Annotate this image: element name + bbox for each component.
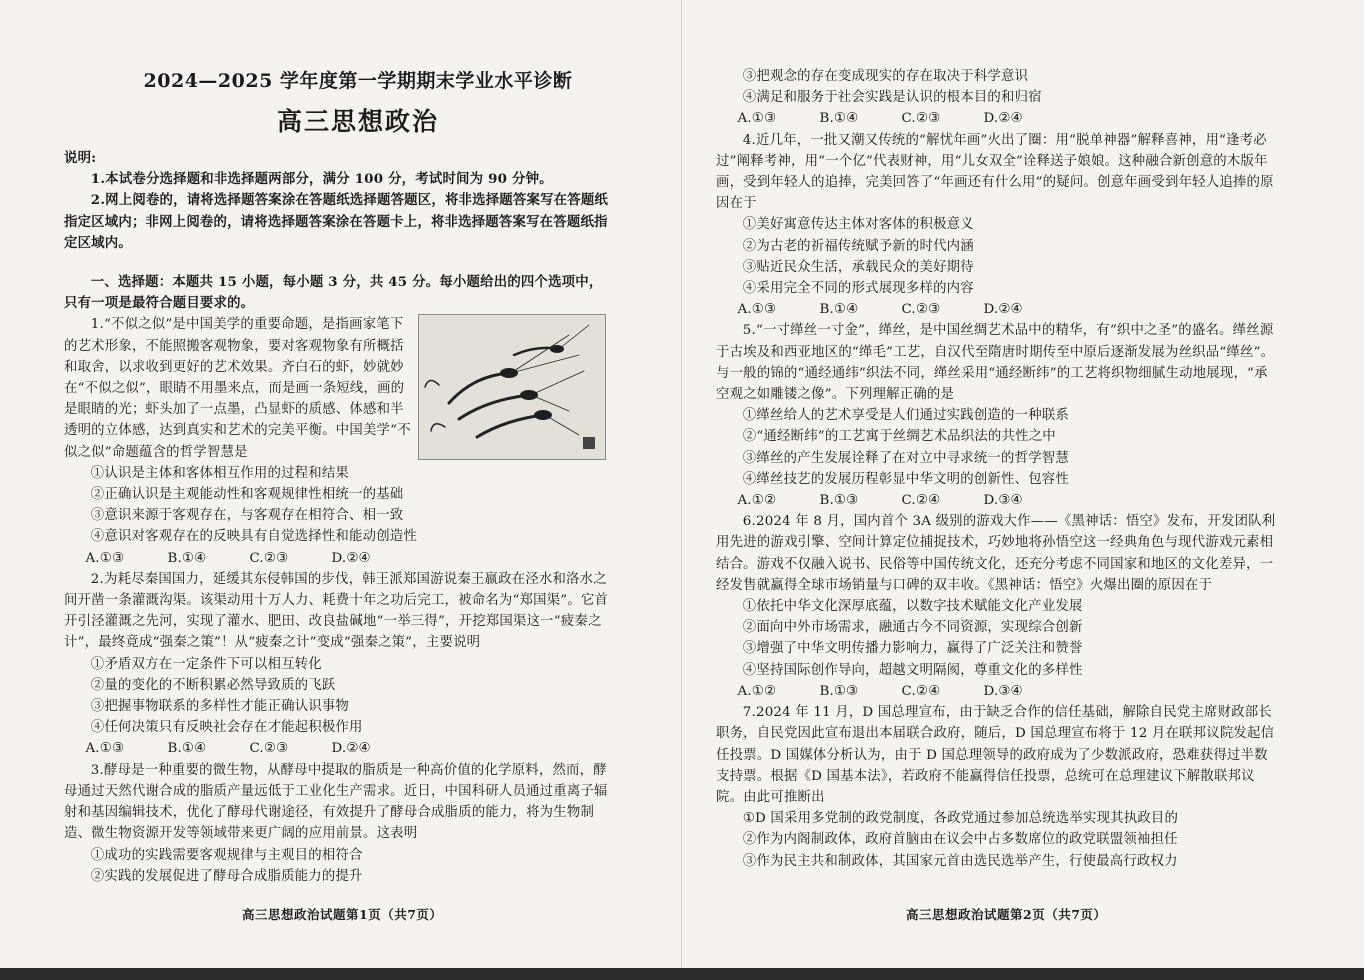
question-6-stem: 6.2024 年 8 月，国内首个 3A 级别的游戏大作——《黑神话：悟空》发布，开发团队利用先进的游戏引擎、空间计算定位捕捉技术，巧妙地将孙悟空这一经典角色与现代游戏元素相结合。游戏不仅融入说书、民俗等中国传统文化，还充分考虑不同国家和地区的文化差异，一经发售就赢得全球市场销量与口碑的双丰收。《黑神话：悟空》火爆出圈的原因在于 [716, 514, 1276, 593]
question-6-option-3: ③增强了中华文明传播力影响力，赢得了广泛关注和赞誉 [742, 641, 1083, 657]
scan-bottom-edge [0, 968, 1364, 980]
question-5-stem: 5.“一寸缂丝一寸金”，缂丝，是中国丝绸艺术品中的精华，有“织中之圣”的盛名。缂丝源于古埃及和西亚地区的“缂毛”工艺，自汉代至隋唐时期传至中原后逐渐发展为丝织品“缂丝”。与一般的锦的“通经通纬”织法不同，缂丝采用“通经断纬”的工艺将织物细腻生动地展现，“承空观之如雕镂之像”。下列理解正确的是 [716, 323, 1275, 403]
question-6 [716, 511, 1278, 702]
choice-d[interactable]: D.②④ [983, 302, 1023, 318]
choice-a[interactable]: A.①② [737, 493, 777, 509]
question-5-choices [716, 490, 1278, 511]
choice-c[interactable]: C.②④ [901, 683, 941, 699]
question-1-option-1: ①认识是主体和客体相互作用的过程和结果 [90, 465, 350, 481]
question-2-option-3: ③把握事物联系的多样性才能正确认识事物 [90, 699, 350, 715]
question-1-option-2: ②正确认识是主观能动性和客观规律性相统一的基础 [90, 487, 404, 503]
question-1-stem: 1.“不似之似”是中国美学的重要命题，是指画家笔下的艺术形象，不能照搬客观物象，要对客观物象有所概括和取舍，以求收到更好的艺术效果。齐白石的虾，妙就妙在“不似之似”，眼睛不用墨来点，而是画一条短线，画的是眼睛的光；虾头加了一点墨，凸显虾的质感、体感和半透明的立体感，达到真实和艺术的完美平衡。中国美学“不似之似”命题蕴含的哲学智慧是 [64, 317, 411, 460]
choice-c[interactable]: C.②③ [901, 302, 941, 318]
question-2 [64, 569, 612, 760]
choice-a[interactable]: A.①② [737, 683, 777, 699]
exam-subject: 高三思想政治 [276, 107, 439, 136]
section-heading: 一、选择题：本题共 15 小题，每小题 3 分，共 45 分。每小题给出的四个选项中，只有一项是最符合题目要求的。 [64, 274, 603, 312]
choice-a[interactable]: A.①③ [85, 550, 125, 566]
choice-c[interactable]: C.②③ [249, 741, 289, 757]
choice-c[interactable]: C.②③ [249, 550, 289, 566]
choice-b[interactable]: B.①④ [819, 111, 859, 127]
note-2: 2.网上阅卷的，请将选择题答案涂在答题纸选择题答题区，将非选择题答案写在答题纸指定区域内；非网上阅卷的，请将选择题答案涂在答题卡上，将非选择题答案写在答题纸指定区域内。 [64, 192, 609, 251]
question-2-option-2: ②量的变化的不断积累必然导致质的飞跃 [90, 677, 336, 693]
question-3-continued [716, 66, 1278, 130]
question-5-option-2: ②“通经断纬”的工艺寓于丝绸艺术品织法的共性之中 [742, 429, 1056, 445]
choice-a[interactable]: A.①③ [737, 302, 777, 318]
question-2-option-4: ④任何决策只有反映社会存在才能起积极作用 [90, 720, 363, 736]
page-1-footer: 高三思想政治试题第1页（共7页） [242, 907, 443, 922]
question-5-option-3: ③缂丝的产生发展诠释了在对立中寻求统一的哲学智慧 [742, 450, 1069, 466]
question-4-option-4: ④采用完全不同的形式展现多样的内容 [742, 281, 974, 297]
page-2-footer: 高三思想政治试题第2页（共7页） [906, 907, 1107, 922]
question-7-stem: 7.2024 年 11 月，D 国总理宣布，由于缺乏合作的信任基础，解除自民党主席财政部长职务，自民党因此宣布退出本届联合政府，随后，D 国总理宣布将于 12 月在联邦议院发起信任投票。D 国媒体分析认为，由于 D 国总理领导的政府成为了少数派政府，恐难获得过半数支持票。根据《D 国基本法》，若政府不能赢得信任投票，总统可在总理建议下解散联邦议院。由此可推断出 [716, 705, 1275, 805]
question-6-choices [716, 681, 1278, 702]
question-5-option-1: ①缂丝给人的艺术享受是人们通过实践创造的一种联系 [742, 408, 1069, 424]
question-2-stem: 2.为耗尽秦国国力，延缓其东侵韩国的步伐，韩王派郑国游说秦王嬴政在泾水和洛水之间开凿一条灌溉沟渠。该渠动用十万人力、耗费十年之功后完工，被命名为“郑国渠”。它首开引泾灌溉之先河，实现了灌水、肥田、改良盐碱地“一举三得”，开挖郑国渠这一“疲秦之计”，最终竟成“强秦之策”！从“疲秦之计”变成“强秦之策”，主要说明 [64, 571, 609, 651]
question-2-option-1: ①矛盾双方在一定条件下可以相互转化 [90, 656, 322, 672]
question-3-stem: 3.酵母是一种重要的微生物，从酵母中提取的脂质是一种高价值的化学原料，然而，酵母通过天然代谢合成的脂质产量远低于工业化生产需求。近日，中国科研人员通过重离子辐射和基因编辑技术，优化了酵母代谢途径，有效提升了酵母合成脂质的能力，将为生物制造、微生物资源开发等领域带来更广阔的应用前景。这表明 [64, 762, 608, 842]
choice-d[interactable]: D.②④ [331, 741, 371, 757]
choice-d[interactable]: D.②④ [331, 550, 371, 566]
shrimp-painting-image [418, 314, 606, 460]
question-6-option-1: ①依托中华文化深厚底蕴，以数字技术赋能文化产业发展 [742, 599, 1083, 615]
choice-a[interactable]: A.①③ [737, 111, 777, 127]
choice-b[interactable]: B.①④ [167, 741, 207, 757]
question-4-option-2: ②为古老的祈福传统赋予新的时代内涵 [742, 238, 974, 254]
choice-c[interactable]: C.②④ [901, 493, 941, 509]
choice-b[interactable]: B.①④ [167, 550, 207, 566]
page-1-column [64, 66, 612, 887]
question-3-option-2: ②实践的发展促进了酵母合成脂质能力的提升 [90, 868, 363, 884]
question-2-choices [64, 738, 612, 759]
exam-page-2 [682, 0, 1364, 980]
question-4 [716, 130, 1278, 321]
question-1-option-3: ③意识来源于客观存在，与客观存在相符合、相一致 [90, 508, 404, 524]
question-7-option-2: ②作为内阁制政体，政府首脑由在议会中占多数席位的政党联盟领袖担任 [742, 832, 1178, 848]
choice-b[interactable]: B.①③ [819, 683, 859, 699]
choice-d[interactable]: D.③④ [983, 493, 1023, 509]
question-1-option-4: ④意识对客观存在的反映具有自觉选择性和能动创造性 [90, 529, 417, 545]
choice-c[interactable]: C.②③ [901, 111, 941, 127]
question-1 [64, 314, 612, 568]
question-7-option-3: ③作为民主共和制政体，其国家元首由选民选举产生，行使最高行政权力 [742, 853, 1178, 869]
question-7-option-1: ①D 国采用多党制的政党制度，各政党通过参加总统选举实现其执政目的 [742, 811, 1179, 827]
question-7 [716, 702, 1278, 872]
exam-title: 2024—2025 学年度第一学期期末学业水平诊断 [143, 70, 573, 92]
question-3-choices [716, 108, 1278, 129]
question-3-option-3: ③把观念的存在变成现实的存在取决于科学意识 [742, 69, 1029, 84]
notes-label: 说明: [64, 150, 97, 166]
question-4-option-3: ③贴近民众生活，承载民众的美好期待 [742, 259, 974, 275]
page-2-column [716, 66, 1278, 872]
question-6-option-2: ②面向中外市场需求，融通古今不同资源，实现综合创新 [742, 620, 1083, 636]
question-5-option-4: ④缂丝技艺的发展历程彰显中华文明的创新性、包容性 [742, 471, 1069, 487]
choice-b[interactable]: B.①③ [819, 493, 859, 509]
question-3-option-1: ①成功的实践需要客观规律与主观目的相符合 [90, 847, 363, 863]
question-4-choices [716, 299, 1278, 320]
choice-a[interactable]: A.①③ [85, 741, 125, 757]
question-1-choices [64, 548, 612, 569]
choice-b[interactable]: B.①④ [819, 302, 859, 318]
question-3 [64, 760, 612, 887]
note-1: 1.本试卷分选择题和非选择题两部分，满分 100 分，考试时间为 90 分钟。 [90, 171, 553, 188]
question-3-option-4: ④满足和服务于社会实践是认识的根本目的和归宿 [742, 90, 1042, 106]
question-5 [716, 320, 1278, 511]
question-4-stem: 4.近几年，一批又潮又传统的“解忧年画”火出了圈：用“脱单神器”解释喜神，用“逢考必过”阐释考神，用“一个亿”代表财神，用“儿女双全”诠释送子娘娘。这种融合新创意的木版年画，受到年轻人的追捧，完美回答了“年画还有什么用”的疑问。创意年画受到年轻人追捧的原因在于 [716, 132, 1274, 212]
question-4-option-1: ①美好寓意传达主体对客体的积极意义 [742, 217, 974, 233]
choice-d[interactable]: D.③④ [983, 683, 1023, 699]
choice-d[interactable]: D.②④ [983, 111, 1023, 127]
shrimp-painting-icon [419, 315, 605, 459]
question-6-option-4: ④坚持国际创作导向，超越文明隔阂，尊重文化的多样性 [742, 662, 1083, 678]
